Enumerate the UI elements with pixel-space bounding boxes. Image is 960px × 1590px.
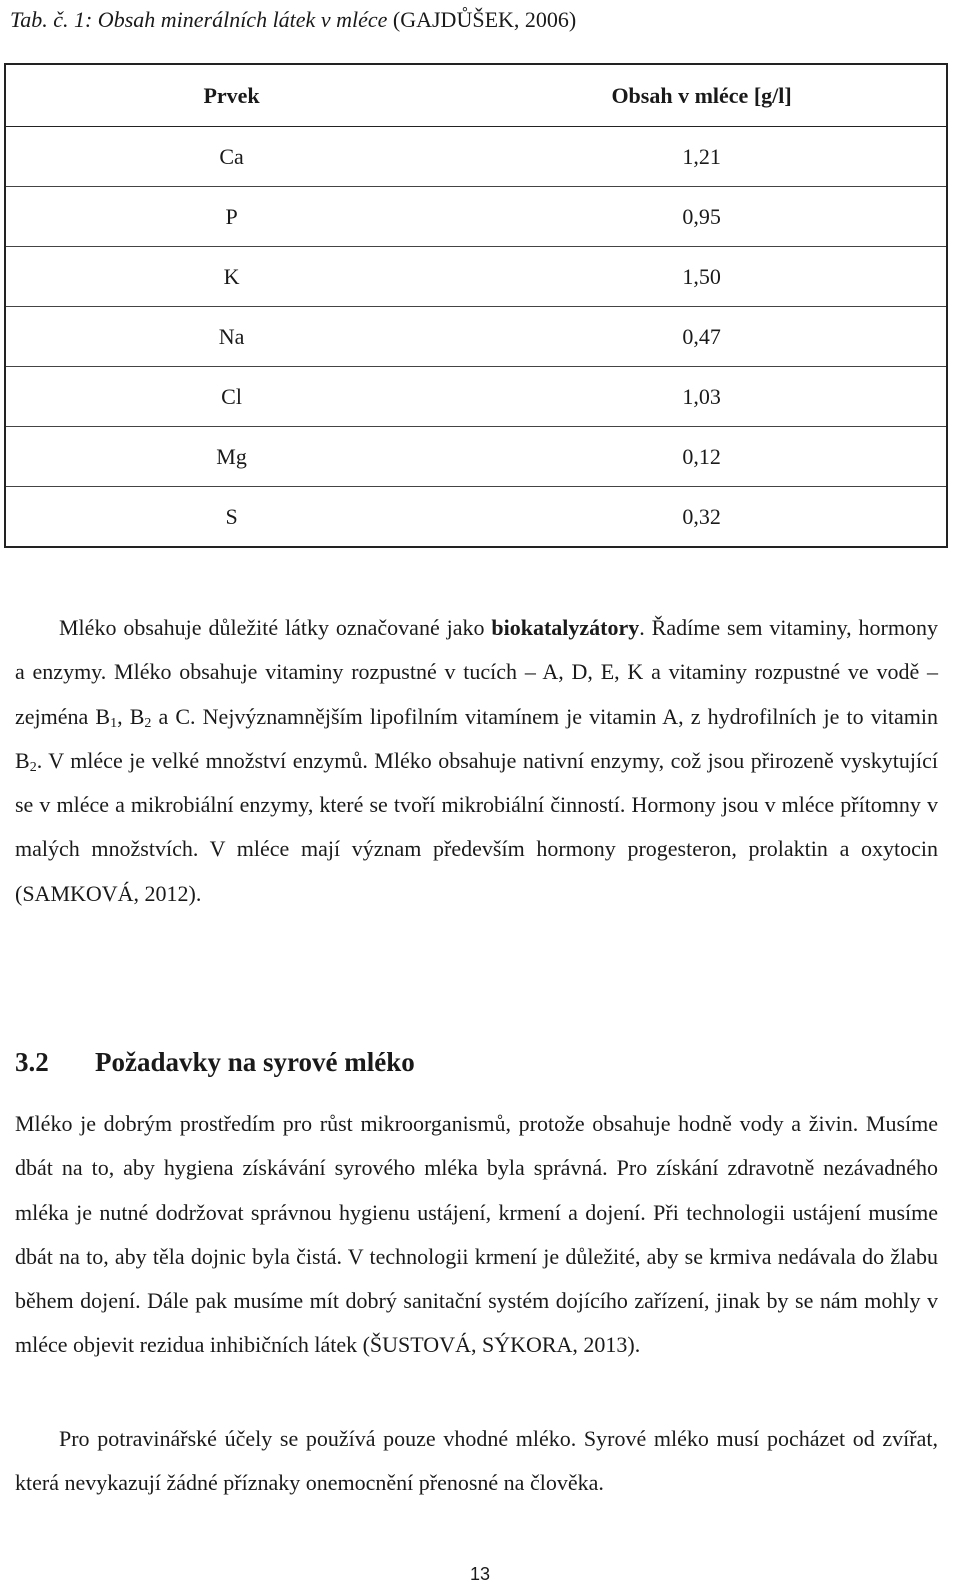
cell-content: 1,03 — [457, 367, 947, 427]
cell-content: 0,95 — [457, 187, 947, 247]
table-row — [5, 187, 947, 247]
bold-term: biokatalyzátory — [491, 615, 640, 640]
paragraph-raw-milk-hygiene — [15, 1102, 938, 1368]
table-row — [5, 367, 947, 427]
cell-element: Ca — [219, 143, 244, 169]
paragraph-text: Mléko obsahuje důležité látky označované jako — [59, 615, 492, 640]
subscript: 1 — [110, 715, 118, 731]
minerals-table — [4, 63, 948, 548]
paragraph-text: Pro potravinářské účely se používá pouze vhodné mléko. Syrové mléko musí pocházet od zvířat, která nevykazují žádné příznaky onemocnění přenosné na člověka. — [15, 1426, 938, 1496]
paragraph-text: . Řadíme sem vitaminy, hormony a enzymy. Mléko obsahuje vitaminy rozpustné v tucích – A, D, E, K a vitaminy rozpustné ve vodě – zejména B — [15, 615, 938, 729]
cell-content: 0,47 — [457, 307, 947, 367]
cell-content: 0,32 — [457, 487, 947, 548]
table-caption — [10, 4, 576, 36]
paragraph-text: . V mléce je velké množství enzymů. Mléko obsahuje nativní enzymy, což jsou přirozeně vyskytující se v mléce a mikrobiální enzymy, které se tvoří mikrobiální činností. Hormony jsou v mléce přítomny v malých množstvích. V mléce mají význam především hormony progesteron, prolaktin a oxytocin (SAMKOVÁ, 2012). — [15, 747, 938, 906]
cell-element: P — [5, 187, 457, 247]
cell-element: K — [5, 247, 457, 307]
table-row — [5, 247, 947, 307]
table-row — [5, 307, 947, 367]
table-header-row — [5, 64, 947, 127]
column-header-content: Obsah v mléce [g/l] — [457, 64, 947, 127]
cell-element: Cl — [5, 367, 457, 427]
cell-element: S — [5, 487, 457, 548]
cell-content: 1,50 — [457, 247, 947, 307]
paragraph-biocatalysts — [15, 606, 938, 916]
table-row — [5, 427, 947, 487]
section-number: 3.2 — [15, 1047, 49, 1077]
table-caption-source: (GAJDŮŠEK, 2006) — [387, 7, 577, 32]
subscript: 2 — [29, 759, 37, 775]
cell-content: 0,12 — [457, 427, 947, 487]
subscript: 2 — [144, 715, 152, 731]
cell-element: Mg — [5, 427, 457, 487]
page-number: 13 — [469, 1564, 491, 1584]
paragraph-text: a C. Nejvýznamnějším lipofilním vitamínem je vitamin A, z hydrofilních je to vitamin B — [15, 703, 938, 773]
paragraph-food-use — [15, 1417, 938, 1506]
cell-content: 1,21 — [682, 143, 721, 169]
section-heading — [15, 1040, 415, 1084]
section-title: Požadavky na syrové mléko — [95, 1047, 415, 1077]
cell-element: Na — [5, 307, 457, 367]
table-row — [5, 487, 947, 548]
table-caption-label: Tab. č. 1: Obsah minerálních látek v mléce — [10, 7, 388, 32]
paragraph-text: Mléko je dobrým prostředím pro růst mikroorganismů, protože obsahuje hodně vody a živin. Musíme dbát na to, aby hygiena získávání syrového mléka byla správná. Pro získání zdravotně nezávadného mléka je nutné dodržovat správnou hygienu ustájení, krmení a dojení. Při technologii ustájení musíme dbát na to, aby těla dojnic byla čistá. V technologii krmení je důležité, aby se krmiva nedávala do žlabu během dojení. Dále pak musíme mít dobrý sanitační systém dojícího zařízení, jinak by se nám mohly v mléce objevit rezidua inhibičních látek (ŠUSTOVÁ, SÝKORA, 2013). — [15, 1111, 938, 1358]
paragraph-text: , B — [117, 703, 145, 729]
column-header-element: Prvek — [5, 64, 457, 127]
table-row — [5, 127, 947, 187]
